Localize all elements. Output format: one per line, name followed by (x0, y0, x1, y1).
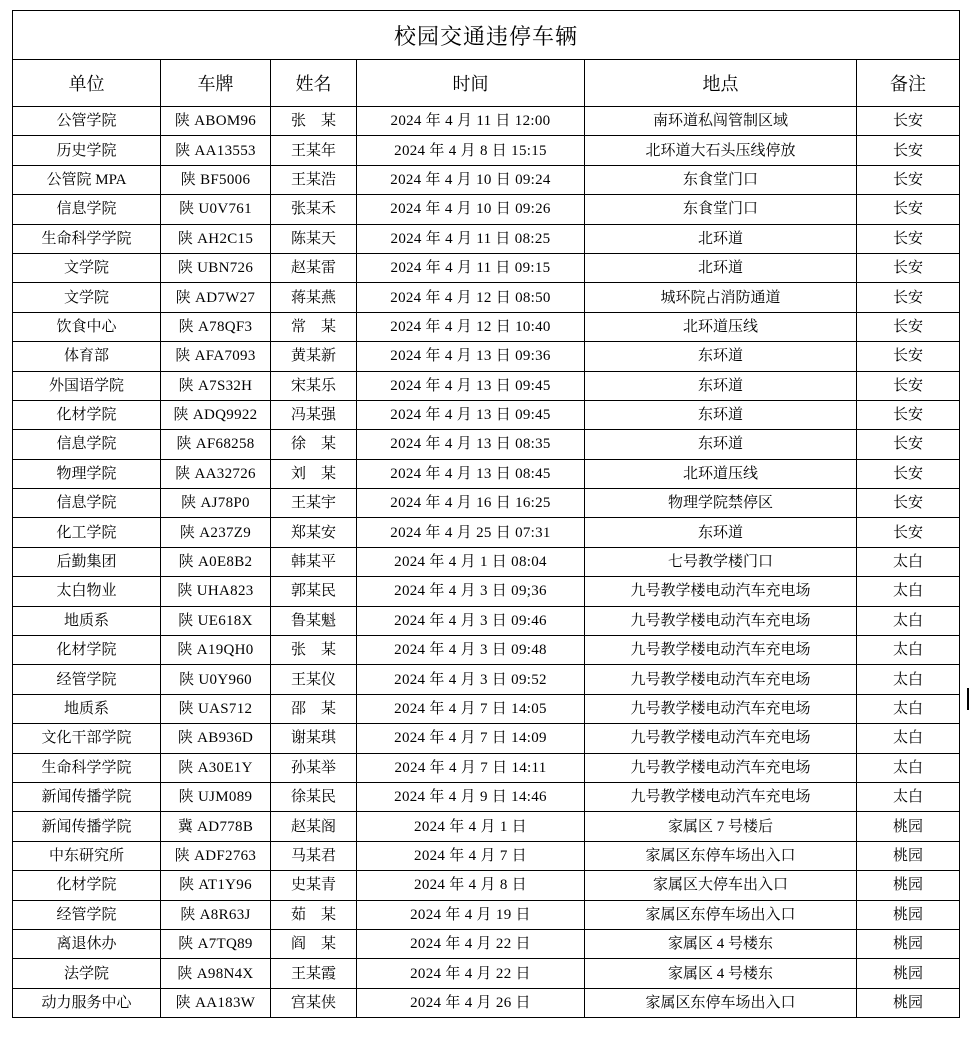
cell-name: 邵 某 (271, 694, 357, 723)
cell-unit: 生命科学学院 (13, 224, 161, 253)
table-row (13, 430, 960, 459)
cell-note: 桃园 (857, 900, 960, 929)
cell-unit: 信息学院 (13, 195, 161, 224)
cell-time: 2024 年 4 月 16 日 16:25 (357, 489, 585, 518)
cell-note: 太白 (857, 547, 960, 576)
table-row (13, 929, 960, 958)
cell-plate: 冀 AD778B (161, 812, 271, 841)
cell-unit: 外国语学院 (13, 371, 161, 400)
cell-name: 王某年 (271, 136, 357, 165)
cell-name: 孙某举 (271, 753, 357, 782)
table-row (13, 195, 960, 224)
table-row (13, 107, 960, 136)
cell-name: 郑某安 (271, 518, 357, 547)
table-row (13, 812, 960, 841)
cell-name: 陈某天 (271, 224, 357, 253)
cell-note: 长安 (857, 195, 960, 224)
cell-note: 太白 (857, 724, 960, 753)
column-header-time: 时间 (357, 60, 585, 107)
cell-name: 徐 某 (271, 430, 357, 459)
cell-unit: 地质系 (13, 694, 161, 723)
cell-time: 2024 年 4 月 8 日 15:15 (357, 136, 585, 165)
table-row (13, 636, 960, 665)
cell-place: 东环道 (585, 518, 857, 547)
cell-unit: 信息学院 (13, 489, 161, 518)
cell-name: 宋某乐 (271, 371, 357, 400)
cell-plate: 陕 A7S32H (161, 371, 271, 400)
cell-name: 冯某强 (271, 400, 357, 429)
cell-place: 东环道 (585, 371, 857, 400)
cell-note: 长安 (857, 371, 960, 400)
header-row (13, 60, 960, 107)
cell-time: 2024 年 4 月 7 日 14:09 (357, 724, 585, 753)
table-row (13, 253, 960, 282)
cell-note: 长安 (857, 400, 960, 429)
cell-time: 2024 年 4 月 26 日 (357, 988, 585, 1017)
cell-plate: 陕 A30E1Y (161, 753, 271, 782)
cell-time: 2024 年 4 月 9 日 14:46 (357, 782, 585, 811)
cell-place: 东环道 (585, 342, 857, 371)
cell-note: 桃园 (857, 959, 960, 988)
cell-place: 七号教学楼门口 (585, 547, 857, 576)
cell-place: 北环道大石头压线停放 (585, 136, 857, 165)
cell-note: 长安 (857, 165, 960, 194)
cell-plate: 陕 UHA823 (161, 577, 271, 606)
cell-name: 阎 某 (271, 929, 357, 958)
cell-note: 太白 (857, 694, 960, 723)
cell-plate: 陕 U0V761 (161, 195, 271, 224)
cell-place: 家属区 4 号楼东 (585, 929, 857, 958)
cell-unit: 历史学院 (13, 136, 161, 165)
table-row (13, 724, 960, 753)
cell-name: 蒋某燕 (271, 283, 357, 312)
cell-name: 张 某 (271, 107, 357, 136)
cell-place: 九号教学楼电动汽车充电场 (585, 636, 857, 665)
cell-time: 2024 年 4 月 1 日 08:04 (357, 547, 585, 576)
cell-name: 鲁某魁 (271, 606, 357, 635)
cell-unit: 化材学院 (13, 871, 161, 900)
cell-time: 2024 年 4 月 7 日 14:05 (357, 694, 585, 723)
title-row (13, 11, 960, 60)
cell-note: 长安 (857, 136, 960, 165)
cell-time: 2024 年 4 月 22 日 (357, 959, 585, 988)
cell-note: 长安 (857, 107, 960, 136)
cell-plate: 陕 UBN726 (161, 253, 271, 282)
violations-table (12, 10, 960, 1018)
cell-time: 2024 年 4 月 3 日 09:52 (357, 665, 585, 694)
cell-plate: 陕 ABOM96 (161, 107, 271, 136)
cell-unit: 太白物业 (13, 577, 161, 606)
cell-time: 2024 年 4 月 10 日 09:24 (357, 165, 585, 194)
cell-time: 2024 年 4 月 8 日 (357, 871, 585, 900)
cell-plate: 陕 ADF2763 (161, 841, 271, 870)
cell-name: 茹 某 (271, 900, 357, 929)
cell-place: 家属区 4 号楼东 (585, 959, 857, 988)
cell-time: 2024 年 4 月 3 日 09:48 (357, 636, 585, 665)
cell-unit: 公管院 MPA (13, 165, 161, 194)
cell-time: 2024 年 4 月 1 日 (357, 812, 585, 841)
cell-note: 桃园 (857, 812, 960, 841)
cell-plate: 陕 AA13553 (161, 136, 271, 165)
cell-name: 张某禾 (271, 195, 357, 224)
cell-place: 九号教学楼电动汽车充电场 (585, 782, 857, 811)
table-row (13, 518, 960, 547)
cell-name: 王某宇 (271, 489, 357, 518)
cell-note: 长安 (857, 283, 960, 312)
cell-unit: 动力服务中心 (13, 988, 161, 1017)
cell-name: 刘 某 (271, 459, 357, 488)
cell-time: 2024 年 4 月 11 日 12:00 (357, 107, 585, 136)
cell-time: 2024 年 4 月 25 日 07:31 (357, 518, 585, 547)
cell-name: 赵某阁 (271, 812, 357, 841)
cell-unit: 地质系 (13, 606, 161, 635)
table-row (13, 782, 960, 811)
cell-place: 城环院占消防通道 (585, 283, 857, 312)
cell-plate: 陕 UJM089 (161, 782, 271, 811)
cell-place: 东食堂门口 (585, 165, 857, 194)
cell-note: 长安 (857, 224, 960, 253)
cell-time: 2024 年 4 月 13 日 09:45 (357, 400, 585, 429)
cell-time: 2024 年 4 月 7 日 14:11 (357, 753, 585, 782)
column-header-plate: 车牌 (161, 60, 271, 107)
cell-plate: 陕 UE618X (161, 606, 271, 635)
cell-time: 2024 年 4 月 12 日 10:40 (357, 312, 585, 341)
cell-unit: 文学院 (13, 253, 161, 282)
cell-place: 家属区东停车场出入口 (585, 988, 857, 1017)
table-row (13, 224, 960, 253)
table-row (13, 988, 960, 1017)
cell-name: 王某霞 (271, 959, 357, 988)
cell-name: 王某浩 (271, 165, 357, 194)
cell-place: 九号教学楼电动汽车充电场 (585, 665, 857, 694)
cell-plate: 陕 A78QF3 (161, 312, 271, 341)
cell-plate: 陕 U0Y960 (161, 665, 271, 694)
cell-time: 2024 年 4 月 22 日 (357, 929, 585, 958)
table-row (13, 577, 960, 606)
cell-place: 家属区东停车场出入口 (585, 900, 857, 929)
column-header-note: 备注 (857, 60, 960, 107)
cell-unit: 物理学院 (13, 459, 161, 488)
cell-time: 2024 年 4 月 13 日 08:45 (357, 459, 585, 488)
cell-note: 桃园 (857, 988, 960, 1017)
table-row (13, 959, 960, 988)
cell-note: 太白 (857, 606, 960, 635)
cell-name: 马某君 (271, 841, 357, 870)
cell-time: 2024 年 4 月 11 日 09:15 (357, 253, 585, 282)
cell-place: 九号教学楼电动汽车充电场 (585, 724, 857, 753)
cell-time: 2024 年 4 月 11 日 08:25 (357, 224, 585, 253)
cell-place: 家属区 7 号楼后 (585, 812, 857, 841)
table-row (13, 665, 960, 694)
cell-place: 九号教学楼电动汽车充电场 (585, 694, 857, 723)
cell-note: 太白 (857, 636, 960, 665)
cell-unit: 法学院 (13, 959, 161, 988)
cell-name: 徐某民 (271, 782, 357, 811)
cell-plate: 陕 AB936D (161, 724, 271, 753)
cell-unit: 经管学院 (13, 665, 161, 694)
cell-plate: 陕 A19QH0 (161, 636, 271, 665)
cell-place: 九号教学楼电动汽车充电场 (585, 753, 857, 782)
table-row (13, 459, 960, 488)
cell-name: 谢某琪 (271, 724, 357, 753)
table-row (13, 312, 960, 341)
table-row (13, 547, 960, 576)
cell-place: 北环道压线 (585, 312, 857, 341)
table-row (13, 342, 960, 371)
column-header-unit: 单位 (13, 60, 161, 107)
cell-note: 长安 (857, 342, 960, 371)
cell-unit: 经管学院 (13, 900, 161, 929)
cell-time: 2024 年 4 月 3 日 09:46 (357, 606, 585, 635)
cell-place: 物理学院禁停区 (585, 489, 857, 518)
cell-name: 史某青 (271, 871, 357, 900)
cell-plate: 陕 AT1Y96 (161, 871, 271, 900)
cell-time: 2024 年 4 月 13 日 09:45 (357, 371, 585, 400)
cell-time: 2024 年 4 月 10 日 09:26 (357, 195, 585, 224)
cell-place: 九号教学楼电动汽车充电场 (585, 577, 857, 606)
cell-unit: 文学院 (13, 283, 161, 312)
cell-place: 北环道 (585, 253, 857, 282)
cell-time: 2024 年 4 月 3 日 09;36 (357, 577, 585, 606)
cell-plate: 陕 A8R63J (161, 900, 271, 929)
cell-note: 桃园 (857, 929, 960, 958)
cell-name: 张 某 (271, 636, 357, 665)
table-row (13, 606, 960, 635)
cell-plate: 陕 AJ78P0 (161, 489, 271, 518)
cell-note: 长安 (857, 459, 960, 488)
cell-unit: 公管学院 (13, 107, 161, 136)
table-row (13, 371, 960, 400)
cell-plate: 陕 A0E8B2 (161, 547, 271, 576)
cell-time: 2024 年 4 月 13 日 09:36 (357, 342, 585, 371)
table-row (13, 871, 960, 900)
page-title: 校园交通违停车辆 (13, 11, 960, 60)
cell-unit: 文化干部学院 (13, 724, 161, 753)
table-row (13, 400, 960, 429)
cell-plate: 陕 ADQ9922 (161, 400, 271, 429)
table-row (13, 694, 960, 723)
cell-place: 家属区东停车场出入口 (585, 841, 857, 870)
cell-plate: 陕 A7TQ89 (161, 929, 271, 958)
cell-place: 九号教学楼电动汽车充电场 (585, 606, 857, 635)
cell-unit: 化材学院 (13, 400, 161, 429)
cell-note: 太白 (857, 753, 960, 782)
cell-unit: 信息学院 (13, 430, 161, 459)
cell-note: 长安 (857, 518, 960, 547)
cell-place: 北环道 (585, 224, 857, 253)
cell-plate: 陕 AH2C15 (161, 224, 271, 253)
table-row (13, 753, 960, 782)
cell-place: 南环道私闯管制区域 (585, 107, 857, 136)
cell-name: 韩某平 (271, 547, 357, 576)
cell-place: 东食堂门口 (585, 195, 857, 224)
table-row (13, 136, 960, 165)
cell-note: 长安 (857, 430, 960, 459)
cell-note: 太白 (857, 782, 960, 811)
cell-unit: 中东研究所 (13, 841, 161, 870)
cell-plate: 陕 BF5006 (161, 165, 271, 194)
cell-note: 长安 (857, 253, 960, 282)
cell-place: 家属区大停车出入口 (585, 871, 857, 900)
cell-unit: 后勤集团 (13, 547, 161, 576)
cell-unit: 体育部 (13, 342, 161, 371)
cell-unit: 新闻传播学院 (13, 782, 161, 811)
page-edge-mark (967, 688, 969, 710)
cell-name: 赵某雷 (271, 253, 357, 282)
cell-unit: 化工学院 (13, 518, 161, 547)
cell-plate: 陕 AA32726 (161, 459, 271, 488)
cell-note: 桃园 (857, 871, 960, 900)
cell-unit: 饮食中心 (13, 312, 161, 341)
table-row (13, 841, 960, 870)
table-row (13, 900, 960, 929)
cell-place: 东环道 (585, 430, 857, 459)
cell-name: 王某仪 (271, 665, 357, 694)
cell-name: 宫某侠 (271, 988, 357, 1017)
cell-plate: 陕 A98N4X (161, 959, 271, 988)
table-row (13, 165, 960, 194)
cell-unit: 生命科学学院 (13, 753, 161, 782)
cell-plate: 陕 AA183W (161, 988, 271, 1017)
cell-name: 常 某 (271, 312, 357, 341)
cell-plate: 陕 AD7W27 (161, 283, 271, 312)
cell-unit: 化材学院 (13, 636, 161, 665)
cell-place: 东环道 (585, 400, 857, 429)
cell-unit: 离退休办 (13, 929, 161, 958)
cell-note: 长安 (857, 312, 960, 341)
cell-note: 长安 (857, 489, 960, 518)
cell-note: 太白 (857, 577, 960, 606)
cell-name: 郭某民 (271, 577, 357, 606)
table-row (13, 489, 960, 518)
cell-note: 桃园 (857, 841, 960, 870)
cell-plate: 陕 A237Z9 (161, 518, 271, 547)
cell-time: 2024 年 4 月 13 日 08:35 (357, 430, 585, 459)
table-row (13, 283, 960, 312)
cell-time: 2024 年 4 月 19 日 (357, 900, 585, 929)
column-header-name: 姓名 (271, 60, 357, 107)
cell-plate: 陕 AF68258 (161, 430, 271, 459)
cell-plate: 陕 AFA7093 (161, 342, 271, 371)
cell-name: 黄某新 (271, 342, 357, 371)
cell-plate: 陕 UAS712 (161, 694, 271, 723)
cell-note: 太白 (857, 665, 960, 694)
column-header-place: 地点 (585, 60, 857, 107)
cell-unit: 新闻传播学院 (13, 812, 161, 841)
cell-place: 北环道压线 (585, 459, 857, 488)
cell-time: 2024 年 4 月 12 日 08:50 (357, 283, 585, 312)
cell-time: 2024 年 4 月 7 日 (357, 841, 585, 870)
